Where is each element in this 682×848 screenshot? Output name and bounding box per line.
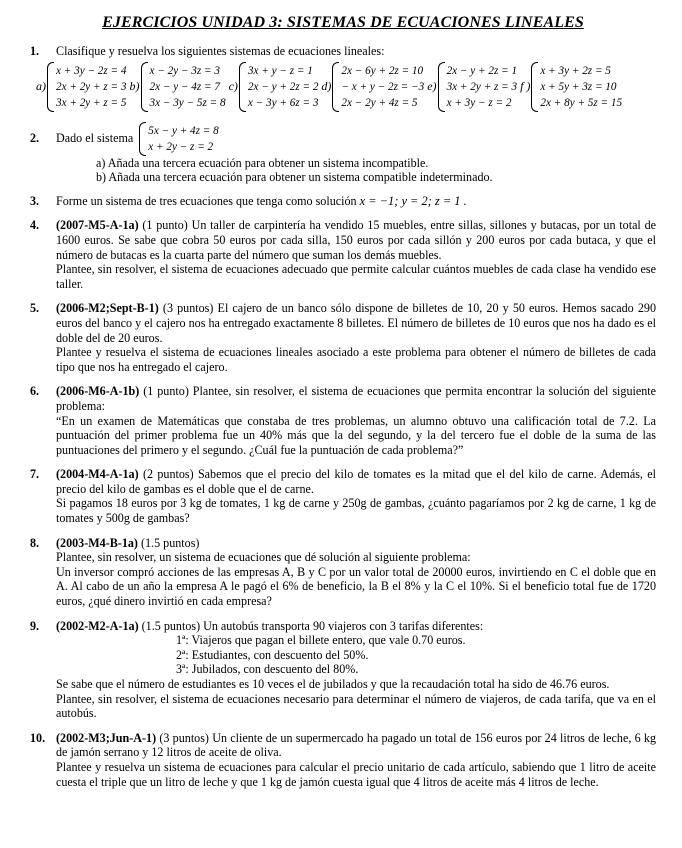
exam-reference: (2006-M6-A-1b) <box>56 384 140 399</box>
system-a <box>36 62 127 112</box>
equations <box>447 63 518 111</box>
equation: 3x + 2y + z = 5 <box>56 96 127 109</box>
exam-reference: (2002-M2-A-1a) <box>56 618 139 633</box>
statement: (1 punto) Un taller de carpintería ha vendido 15 muebles, entre sillas, sillones y butacas, por un total de 1600 euros. Se sabe que cobra 50 euros por cada silla, 150 euros por cada sillón y 200 euros por cada butaca, y que el número de butacas es la cuarta parte del número que suman los demás muebles. <box>56 218 656 262</box>
system-label: f ) <box>520 79 531 94</box>
exercise-4 <box>30 218 656 291</box>
exercise-text <box>56 536 656 551</box>
statement: (1 punto) Plantee, sin resolver, el sistema de ecuaciones que permita encontrar la solución del siguiente problema: <box>56 384 656 413</box>
exercise-text <box>56 194 656 209</box>
exercise-6 <box>30 384 656 457</box>
system-label: b) <box>129 79 140 94</box>
problem-statement: Un inversor compró acciones de las empresas A, B y C por un valor total de 20000 euros, invirtiendo en C el doble que en A. Al cabo de un año la empresa A le pagó el 6% de beneficio, la B el 8% y la C el 10%. Si el beneficio total fue de 1720 euros, ¿qué dinero invirtió en cada empresa? <box>56 564 656 609</box>
fare-item: 3ª: Jubilados, con descuento del 80%. <box>176 662 359 677</box>
exercise-statement: Forme un sistema de tres ecuaciones que tenga como solución <box>56 193 357 208</box>
system-label: e) <box>427 79 437 94</box>
exercise-number: 2. <box>30 130 40 145</box>
equation: 2x + 2y + z = 3 <box>56 80 127 93</box>
equation: x + 5y + 3z = 10 <box>540 80 617 93</box>
equation: 2x − 2y + 4z = 5 <box>341 96 418 109</box>
exam-reference: (2002-M3;Jun-A-1) <box>56 730 157 745</box>
exercise-task: Plantee, sin resolver, el sistema de ecuaciones adecuado que permite calcular cuántos muebles de cada clase ha vendido ese taller. <box>56 262 656 291</box>
fare-item: 2ª: Estudiantes, con descuento del 50%. <box>176 647 369 662</box>
left-brace <box>239 62 246 112</box>
equation: x + 3y − 2z = 4 <box>56 64 127 77</box>
left-brace <box>332 62 339 112</box>
exercise-5 <box>30 301 656 374</box>
equations <box>341 63 424 111</box>
sub-items <box>96 156 656 185</box>
exercise-1 <box>30 44 656 112</box>
exercise-10 <box>30 731 656 789</box>
equation: 2x − 6y + 2z = 10 <box>341 64 424 77</box>
equation: 2x − y + 2z = 2 <box>247 80 319 93</box>
exam-reference: (2003-M4-B-1a) <box>56 535 138 550</box>
exercise-statement <box>56 122 656 156</box>
system-label: c) <box>228 79 238 94</box>
system-b <box>130 62 226 112</box>
exercise-number: 4. <box>30 218 40 233</box>
exercise-text <box>56 384 656 413</box>
statement: (1.5 puntos) Un autobús transporta 90 viajeros con 3 tarifas diferentes: <box>138 618 484 633</box>
exercise-task: Plantee, sin resolver, un sistema de ecuaciones que dé solución al siguiente problema: <box>56 550 471 565</box>
left-brace <box>141 62 148 112</box>
fare-item: 1ª: Viajeros que pagan el billete entero, que vale 0.70 euros. <box>176 633 466 648</box>
equation: x − 2y − 3z = 3 <box>149 64 220 77</box>
exercise-text <box>56 467 656 496</box>
equation: x − 3y + 6z = 3 <box>247 96 319 109</box>
equation: − x + y − 2z = −3 <box>341 80 425 93</box>
equation: x + 3y + 2z = 5 <box>540 64 611 77</box>
quoted-problem: “En un examen de Matemáticas que constaba de tres problemas, un alumno obtuvo una calificación total de 7.2. La puntuación del primer problema fue un 40% más que la del segundo, y la del tercero fue el doble de la suma de las puntuaciones del primero y el segundo. ¿Cuál fue la puntuación de cada problema?” <box>56 413 656 457</box>
exercise-3 <box>30 194 656 209</box>
exam-reference: (2006-M2;Sept-B-1) <box>56 301 159 316</box>
equations <box>56 63 127 111</box>
exercise-7 <box>30 467 656 525</box>
exercise-text: Clasifique y resuelva los siguientes sistemas de ecuaciones lineales: <box>56 44 385 58</box>
exercise-9 <box>30 619 656 721</box>
equation: 2x − y + 2z = 1 <box>446 64 518 77</box>
exercise-text <box>56 619 656 634</box>
left-brace <box>47 62 54 112</box>
equation: x + 3y − z = 2 <box>446 96 512 109</box>
equation: 3x + y − z = 1 <box>247 64 313 77</box>
equation: 5x − y + 4z = 8 <box>148 124 219 137</box>
equations <box>150 63 226 111</box>
system-f <box>520 62 622 112</box>
exercise-number: 6. <box>30 384 40 399</box>
exercise-number: 1. <box>30 44 40 58</box>
exercise-task: Plantee y resuelva el sistema de ecuaciones lineales asociado a este problema para obtener el número de billetes de cada tipo que nos ha entregado el cajero. <box>56 345 656 374</box>
exercise-2 <box>30 122 656 185</box>
equation: 2x − y − 4z = 7 <box>149 80 220 93</box>
systems-row <box>36 62 656 112</box>
exercise-text: Dado el sistema <box>56 131 134 146</box>
equations <box>248 63 319 111</box>
equation: 3x + 2y + z = 3 <box>446 80 518 93</box>
equation: x + 2y − z = 2 <box>148 140 214 153</box>
exercise-text <box>56 218 656 262</box>
left-brace <box>531 62 538 112</box>
statement: (2 puntos) Sabemos que el precio del kilo de tomates es la mitad que el del kilo de carne. Además, el precio del kilo de gambas es el doble que el de carne. <box>56 467 656 496</box>
exercise-number: 5. <box>30 301 40 316</box>
left-brace <box>438 62 445 112</box>
exercise-task: Plantee y resuelva un sistema de ecuaciones para calcular el precio unitario de cada artículo, sabiendo que 1 litro de aceite cuesta el triple que un litro de leche y que 1 kg de jamón cuesta igual que 4 litros de aceite más 4 litros de leche. <box>56 759 656 789</box>
exercise-number: 9. <box>30 618 40 633</box>
given-system <box>139 122 219 156</box>
page-title: EJERCICIOS UNIDAD 3: SISTEMAS DE ECUACIONES LINEALES <box>102 14 584 31</box>
system-e <box>427 62 517 112</box>
exercise-number: 10. <box>30 730 46 745</box>
fare-list <box>176 633 656 677</box>
system-d <box>321 62 424 112</box>
exam-reference: (2007-M5-A-1a) <box>56 218 139 233</box>
system-c <box>229 62 319 112</box>
sub-item: a) Añada una tercera ecuación para obtener un sistema incompatible. <box>96 155 429 170</box>
statement: (3 puntos) El cajero de un banco sólo dispone de billetes de 10, 20 y 50 euros. Hemos sacado 290 euros del banco y el cajero nos ha entregado exactamente 8 billetes. El número de billetes de 10 euros que nos ha dado es el doble del de 20 euros. <box>56 301 656 345</box>
statement: (3 puntos) Un cliente de un supermercado ha pagado un total de 156 euros por 24 litros de leche, 6 kg de jamón serrano y 12 litros de aceite de oliva. <box>56 730 656 760</box>
equations <box>148 123 219 155</box>
exercise-task: Si pagamos 18 euros por 3 kg de tomates, 1 kg de carne y 250g de gambas, ¿cuánto pagaríamos por 2 kg de carne, 1 kg de tomates y 500g de gambas? <box>56 496 656 526</box>
equation: 3x − 3y − 5z = 8 <box>149 96 226 109</box>
solution-values: x = −1; y = 2; z = 1 . <box>359 193 467 208</box>
sub-item: b) Añada una tercera ecuación para obtener un sistema compatible indeterminado. <box>96 170 493 185</box>
exercise-task: Plantee, sin resolver, el sistema de ecuaciones necesario para determinar el número de viajeros, de cada tarifa, que va en el autobús. <box>56 691 656 721</box>
exercise-number: 8. <box>30 535 40 550</box>
exercise-text <box>56 301 656 345</box>
exercise-number: 7. <box>30 467 40 482</box>
exercise-number: 3. <box>30 193 40 208</box>
equation: 2x + 8y + 5z = 15 <box>540 96 623 109</box>
exercise-text <box>56 731 656 760</box>
system-label: a) <box>36 79 46 94</box>
left-brace <box>139 122 146 156</box>
system-label: d) <box>321 79 332 94</box>
exercise-8 <box>30 536 656 609</box>
statement: (1.5 puntos) <box>137 535 200 550</box>
exam-reference: (2004-M4-A-1a) <box>56 467 139 482</box>
equations <box>540 63 622 111</box>
exercise-info: Se sabe que el número de estudiantes es 10 veces el de jubilados y que la recaudación total ha sido de 46.76 euros. <box>56 677 610 691</box>
